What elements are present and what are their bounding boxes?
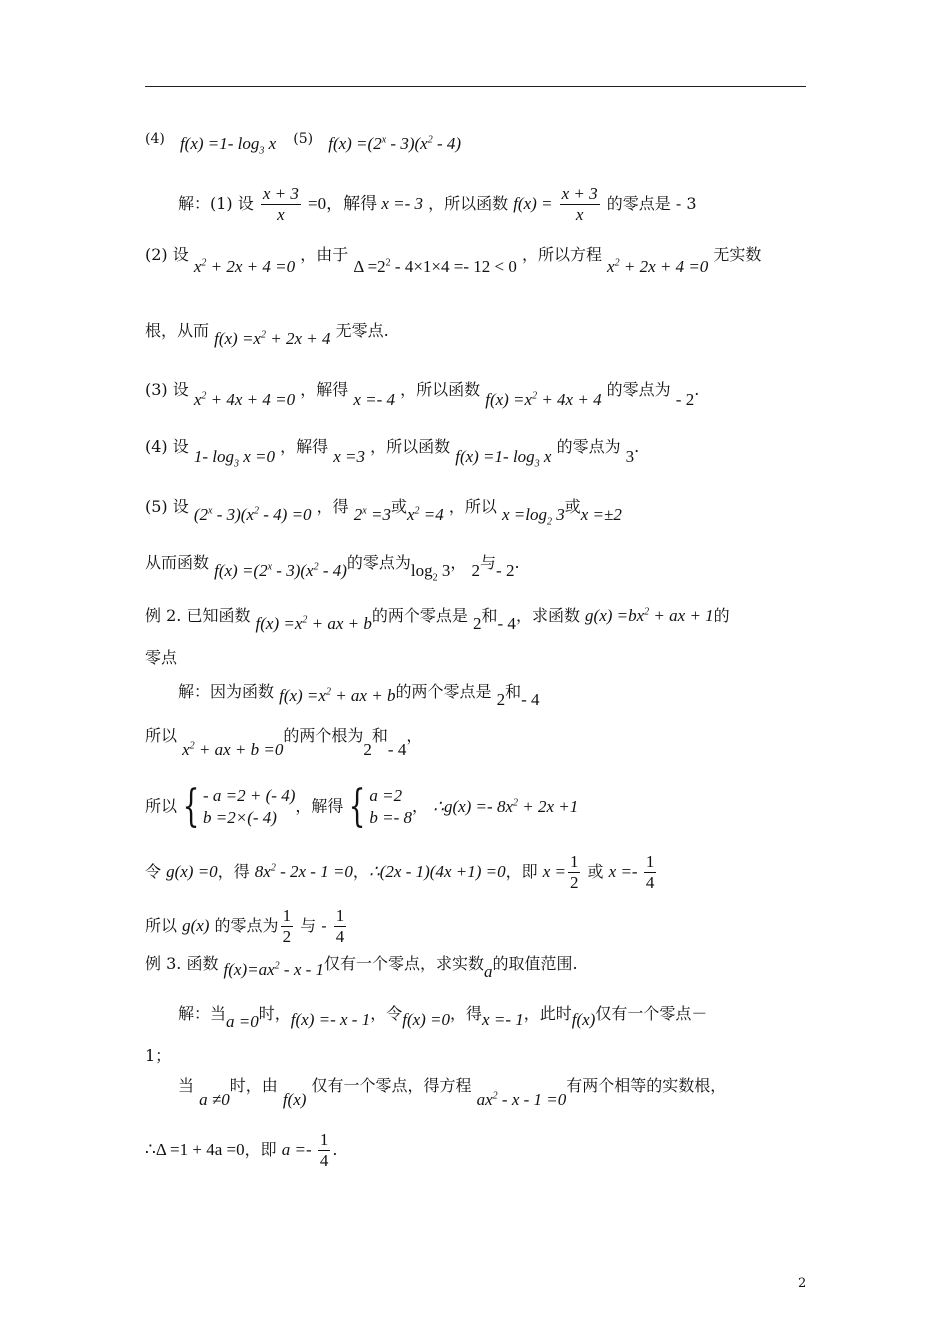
line-solution-5: (5) 设 $(2^x - 3)(x^2 - 4) =0$ ，得 $2^x =3$或$x^2 =4$ ，所以 $x =\log_2$ 3或x =±2 [145,497,622,528]
line-example-3-cont: 1； [145,1046,172,1065]
line-discriminant: ∴Δ =1 + 4a =0，即 a =- $\frac{1}{4}$ . [145,1130,338,1170]
fraction: $\frac{1}{2}$ [569,852,579,892]
line-example-2-cont: 零点 [145,648,178,667]
solution-system: a =2 b =- 8 [369,786,413,827]
fraction: $\frac{1}{4}$ [645,852,655,892]
line-zeros-g: 令 g(x) =0，得 $8x^2 - 2x - 1 =0$，∴(2x - 1)(4x +1) =0，即 x = $\frac{1}{2}$ 或 x =- $\frac{1}{4}$ [145,852,655,892]
line-solution-4: (4) 设 1- $\log_3 x =0$ ，解得 x =3 ，所以函数 f(x) =1- $\log_3 x$ 的零点为 3. [145,437,640,470]
formula-f5: $f(x) =(2^x - 3)(x^2 - 4)$ [328,134,462,153]
line-example-3: 例 3. 函数 $f(x)=ax^2 - x - 1$仅有一个零点，求实数a的取值范围. [145,954,578,981]
formula-f4: f(x) =1- $\log_3 x$ [179,134,277,157]
fraction: $\frac{1}{4}$ [319,1130,329,1170]
line-example-3-solution: 解：当a =0时，f(x) =- x - 1，令f(x) =0，得x =- 1，此时f(x)仅有一个零点－ [178,1004,708,1031]
line-solution-2: (2) 设 $x^2 + 2x + 4 =0$ ，由于 $\Delta =2^2 - 4\times 1\times 4 =- 12 < 0$ ，所以方程 $x^2 + 2x + 4 =0$ 无实数 [145,245,762,276]
line-roots: 所以 $x^2$ + ax + b =0的两个根为2和- 4， [145,726,423,759]
line-case-a-nonzero: 当 a ≠0时，由 f(x) 仅有一个零点，得方程 $ax^2 - x - 1 =0$有两个相等的实数根， [178,1076,727,1109]
line-system: 所以 { - a =2 + (- 4) b =2×(- 4) ，解得 { a =2 b =- 8 ， ∴g(x) =- $8x^2 + 2x +1$ [145,781,579,832]
line-exercise-4-5: (4) f(x) =1- $\log_3 x$ (5) $f(x) =(2^x - 3)(x^2 - 4)$ [145,131,462,157]
header-rule [145,86,806,87]
fraction: $\frac{x + 3}{x}$ [262,184,299,224]
fraction: $\frac{1}{2}$ [282,906,292,946]
line-zeros-g-result: 所以 g(x) 的零点为 $\frac{1}{2}$ 与 - $\frac{1}{4}$ [145,906,345,946]
line-solution-5-cont: 从而函数 $f(x) =(2^x - 3)(x^2 - 4)$的零点为$\log_2 3$， 2与- 2. [145,553,520,584]
line-solution-1: 解：(1) 设 $\frac{x + 3}{x}$ =0，解得 x =- 3 ，所以函数 f(x) = $\frac{x + 3}{x}$ 的零点是 - 3 [178,184,697,224]
fraction: $\frac{1}{4}$ [335,906,345,946]
line-solution-3: (3) 设 $x^2 + 4x + 4 =0$ ，解得 x =- 4 ，所以函数 $f(x) =x^2 + 4x + 4$ 的零点为 - 2. [145,380,700,409]
line-example-2-solution: 解：因为函数 $f(x) =x^2$ + ax + b的两个零点是 2和- 4 [178,682,540,709]
line-example-2: 例 2. 已知函数 $f(x) =x^2$ + ax + b的两个零点是 2和- 4，求函数 $g(x) =bx^2$ + ax + 1的 [145,606,730,633]
equation-system: - a =2 + (- 4) b =2×(- 4) [203,786,296,827]
fraction: $\frac{x + 3}{x}$ [561,184,598,224]
page-number: 2 [798,1276,807,1291]
line-solution-2-cont: 根，从而 $f(x) =x^2 + 2x + 4$ 无零点. [145,321,389,348]
